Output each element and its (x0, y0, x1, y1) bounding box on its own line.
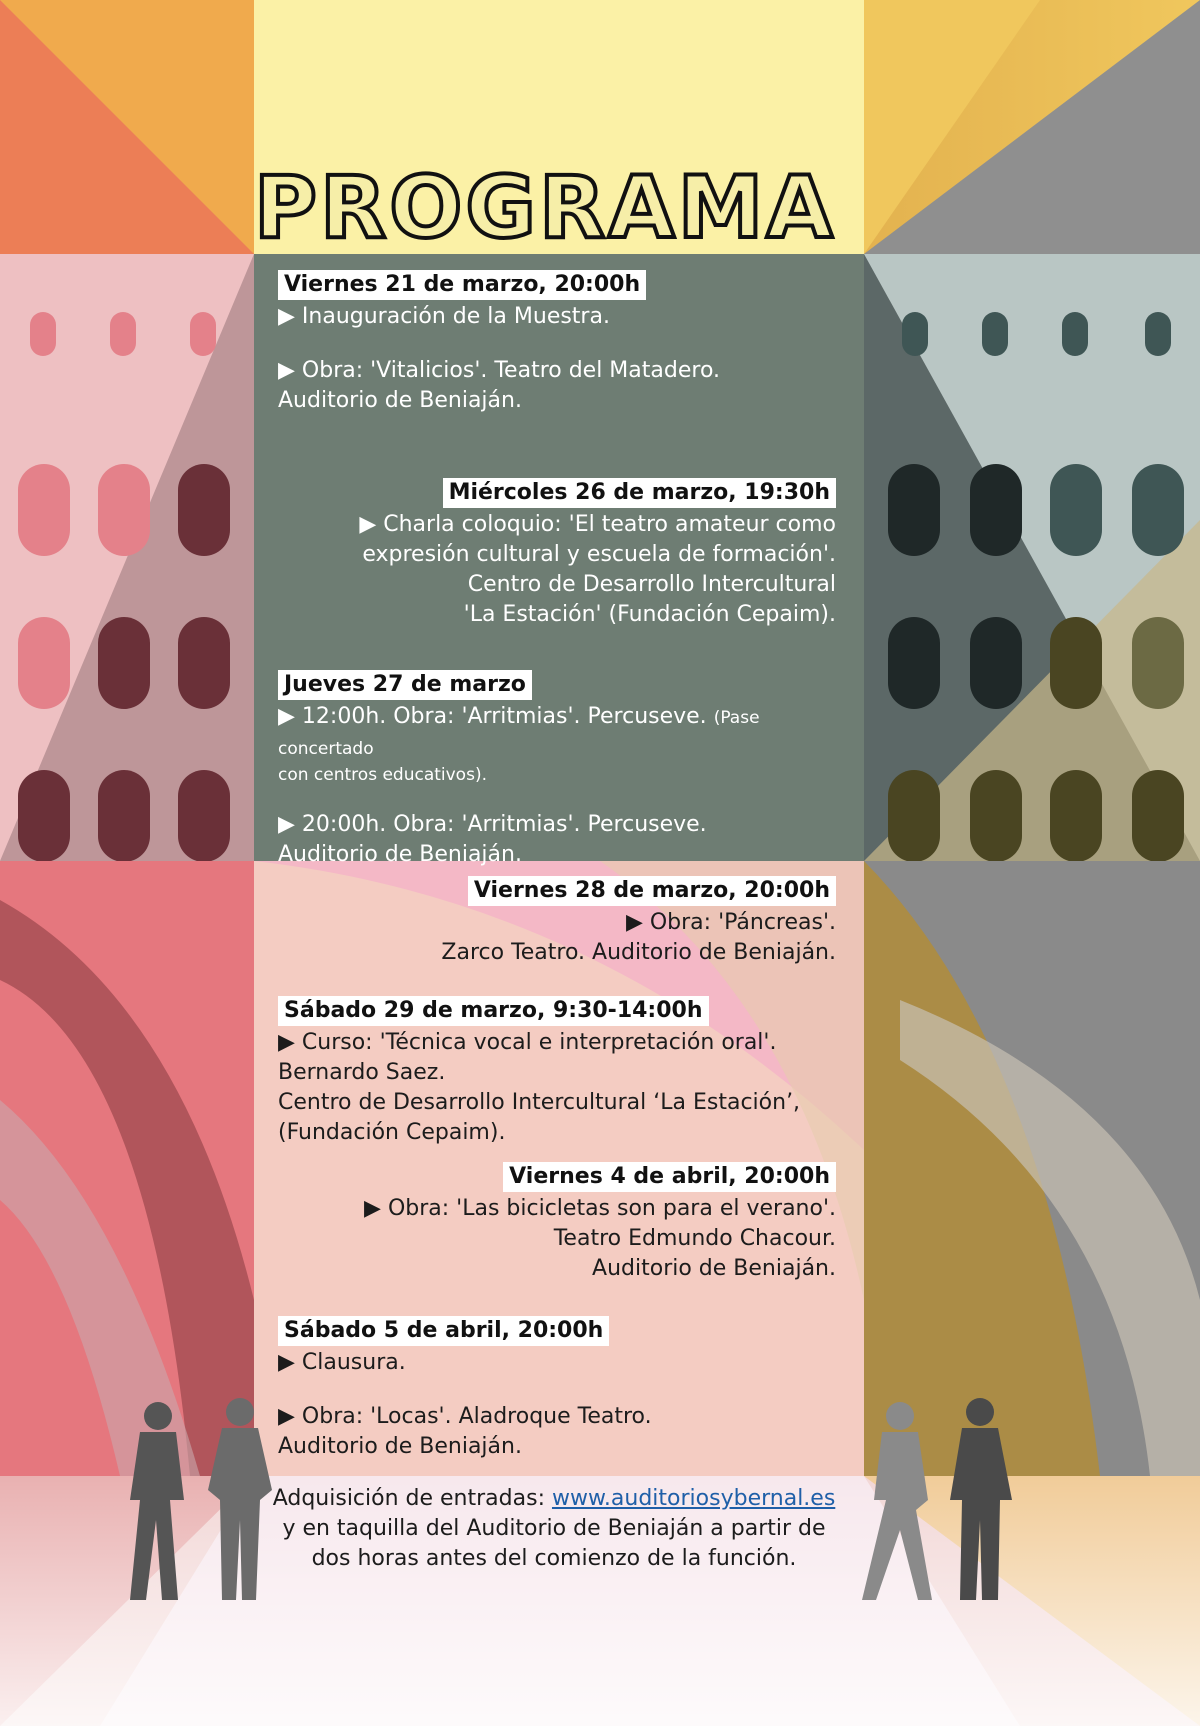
event-line: ▶ 12:00h. Obra: 'Arritmias'. Percuseve. (278, 704, 707, 729)
event-line: Auditorio de Beniaján. (278, 1434, 522, 1459)
event-line: ▶ Clausura. (278, 1350, 406, 1375)
event-7 (278, 1316, 838, 1462)
event-date: Viernes 4 de abril, 20:00h (503, 1162, 836, 1192)
event-note: (Pase concertado (278, 708, 760, 759)
event-line: Auditorio de Beniaján. (592, 1256, 836, 1281)
event-line: Centro de Desarrollo Intercultural ‘La Estación’, (278, 1090, 801, 1115)
event-line: ▶ Obra: 'Locas'. Aladroque Teatro. (278, 1404, 652, 1429)
event-line: Bernardo Saez. (278, 1060, 446, 1085)
ticket-line: y en taquilla del Auditorio de Beniaján a partir de (282, 1516, 826, 1541)
event-2 (276, 478, 836, 630)
event-date: Miércoles 26 de marzo, 19:30h (443, 478, 836, 508)
event-line: 'La Estación' (Fundación Cepaim). (463, 602, 836, 627)
event-date: Viernes 28 de marzo, 20:00h (468, 876, 836, 906)
event-date: Viernes 21 de marzo, 20:00h (278, 270, 646, 300)
event-line: ▶ Charla coloquio: 'El teatro amateur como (359, 512, 836, 537)
page-title: PROGRAMA (254, 158, 836, 258)
event-date: Sábado 5 de abril, 20:00h (278, 1316, 609, 1346)
ticket-line: dos horas antes del comienzo de la función. (311, 1546, 797, 1571)
event-line: (Fundación Cepaim). (278, 1120, 506, 1145)
event-date: Sábado 29 de marzo, 9:30-14:00h (278, 996, 709, 1026)
event-line: ▶ Obra: 'Vitalicios'. Teatro del Matadero. (278, 358, 721, 383)
event-line: Centro de Desarrollo Intercultural (467, 572, 836, 597)
event-line: ▶ Obra: 'Las bicicletas son para el verano'. (364, 1196, 836, 1221)
event-line: Teatro Edmundo Chacour. (553, 1226, 836, 1251)
ticket-prefix: Adquisición de entradas: (272, 1486, 552, 1511)
event-4 (276, 876, 836, 968)
event-1 (278, 270, 838, 416)
event-line: Auditorio de Beniaján. (278, 842, 522, 867)
event-line: expresión cultural y escuela de formación'. (362, 542, 836, 567)
event-line: Zarco Teatro. Auditorio de Beniaján. (441, 940, 836, 965)
event-note: con centros educativos). (278, 765, 487, 785)
ticket-website-link[interactable]: www.auditoriosybernal.es (551, 1486, 836, 1511)
event-3 (278, 670, 838, 870)
event-6 (276, 1162, 836, 1284)
ticket-info (254, 1484, 854, 1574)
event-5 (278, 996, 838, 1148)
event-line: ▶ Inauguración de la Muestra. (278, 304, 610, 329)
event-line: ▶ 20:00h. Obra: 'Arritmias'. Percuseve. (278, 812, 707, 837)
event-line: ▶ Curso: 'Técnica vocal e interpretación oral'. (278, 1030, 777, 1055)
event-line: Auditorio de Beniaján. (278, 388, 522, 413)
event-date: Jueves 27 de marzo (278, 670, 532, 700)
event-line: ▶ Obra: 'Páncreas'. (625, 910, 836, 935)
